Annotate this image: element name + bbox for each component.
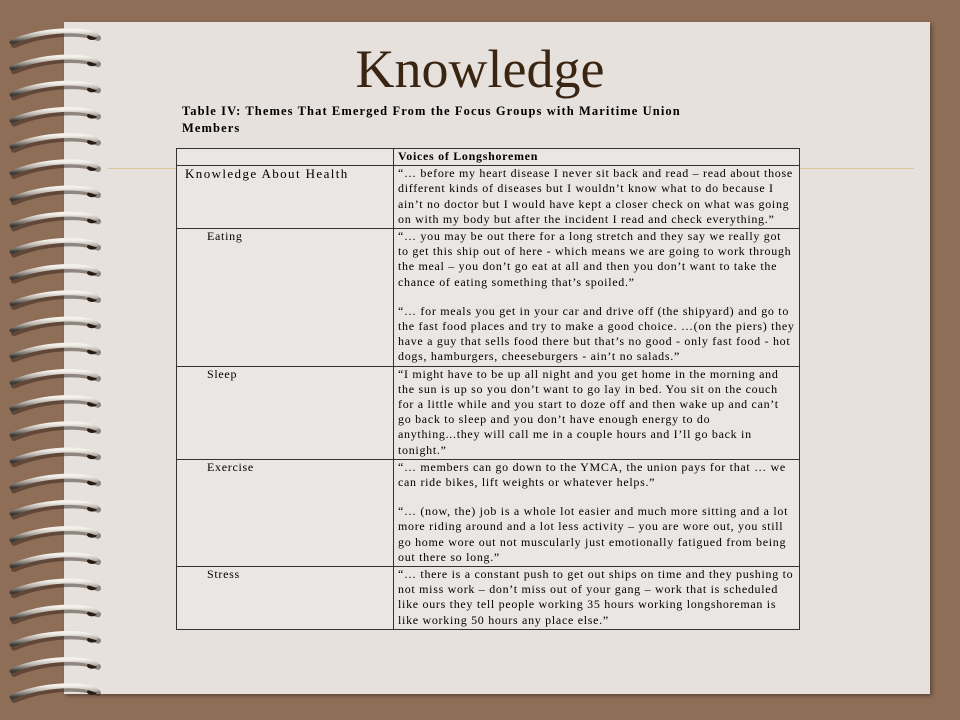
quote-cell bbox=[394, 567, 800, 630]
quote-text: “… there is a constant push to get out ships on time and they pushing to not miss work – don’t miss out of your gang – work that is scheduled like ours they tell people working 35 hours working longshoreman is like working 50 hours any place else.” bbox=[398, 567, 794, 627]
quote-cell bbox=[394, 366, 800, 459]
themes-table bbox=[176, 148, 800, 630]
table-caption: Table IV: Themes That Emerged From the Focus Groups with Maritime Union Members bbox=[182, 104, 681, 135]
quote-text: “… you may be out there for a long stretch and they say we really got to get this ship out of here - which means we are going to work through the meal – you don’t go eat at all and then you don’t want to take the chance of eating something that’s spoiled.” bbox=[398, 229, 792, 289]
spiral-ring bbox=[12, 398, 98, 412]
table-row bbox=[177, 366, 800, 459]
spiral-ring bbox=[12, 319, 98, 333]
header-blank-cell bbox=[177, 149, 394, 166]
category-label: Stress bbox=[207, 567, 240, 582]
spiral-ring bbox=[12, 109, 98, 123]
category-label: Exercise bbox=[207, 459, 254, 474]
spiral-ring bbox=[12, 555, 98, 569]
spiral-ring bbox=[12, 529, 98, 543]
spiral-ring bbox=[12, 214, 98, 228]
table-row bbox=[177, 459, 800, 566]
category-cell bbox=[177, 366, 394, 459]
table-row bbox=[177, 166, 800, 229]
spiral-ring bbox=[12, 162, 98, 176]
table-row bbox=[177, 567, 800, 630]
spiral-ring bbox=[12, 607, 98, 621]
category-cell bbox=[177, 166, 394, 229]
spiral-ring bbox=[12, 633, 98, 647]
spiral-ring bbox=[12, 136, 98, 150]
quote-text: “… before my heart disease I never sit back and read – read about those different kinds of diseases but I wouldn’t know what to do because I ain’t no doctor but I would have kept a closer check on what was going on with my body but after the incident I read and check everything.” bbox=[398, 166, 793, 226]
spiral-ring bbox=[12, 293, 98, 307]
spiral-ring bbox=[12, 660, 98, 674]
category-label: Knowledge About Health bbox=[185, 166, 349, 182]
slide-title: Knowledge bbox=[355, 39, 605, 99]
quote-text: “… (now, the) job is a whole lot easier and much more sitting and a lot more riding around and a lot less activity – you are wore out, you still go home wore out not muscularly just emotionally fatigued from being out there so long.” bbox=[398, 504, 789, 564]
quote-text: “… members can go down to the YMCA, the union pays for that … we can ride bikes, lift weights or whatever helps.” bbox=[398, 459, 786, 490]
quote-text: “… for meals you get in your car and drive off (the shipyard) and go to the fast food places and try to make a good choice. …(on the piers) they have a guy that sells food there but that’s no good - only fast food - hot dogs, hamburgers, cheeseburgers - ain’t no salads.” bbox=[398, 303, 795, 364]
quote-cell bbox=[394, 459, 800, 566]
table-row bbox=[177, 229, 800, 367]
category-label: Eating bbox=[207, 229, 243, 244]
spiral-ring bbox=[12, 188, 98, 202]
category-cell bbox=[177, 459, 394, 566]
quote-cell bbox=[394, 229, 800, 367]
spiral-ring bbox=[12, 476, 98, 490]
spiral-ring bbox=[12, 371, 98, 385]
category-label: Sleep bbox=[207, 366, 238, 381]
quote-text: “I might have to be up all night and you get home in the morning and the sun is up so you don’t want to go lay in bed. You sit on the couch for a little while and you start to doze off and then wake up and can’t go back to sleep and you don’t have enough energy to do anything...they will call me in a couple hours and I’ll go back in tonight.” bbox=[398, 366, 779, 457]
column-header: Voices of Longshoremen bbox=[394, 149, 800, 166]
spiral-ring bbox=[12, 581, 98, 595]
spiral-ring bbox=[12, 502, 98, 516]
spiral-ring bbox=[12, 424, 98, 438]
quote-cell bbox=[394, 166, 800, 229]
category-cell bbox=[177, 567, 394, 630]
table-header-row bbox=[177, 149, 800, 166]
spiral-binding bbox=[0, 0, 120, 720]
spiral-ring bbox=[12, 240, 98, 254]
spiral-ring bbox=[12, 267, 98, 281]
spiral-ring bbox=[12, 450, 98, 464]
spiral-ring bbox=[12, 686, 98, 700]
spiral-ring bbox=[12, 345, 98, 359]
category-cell bbox=[177, 229, 394, 367]
